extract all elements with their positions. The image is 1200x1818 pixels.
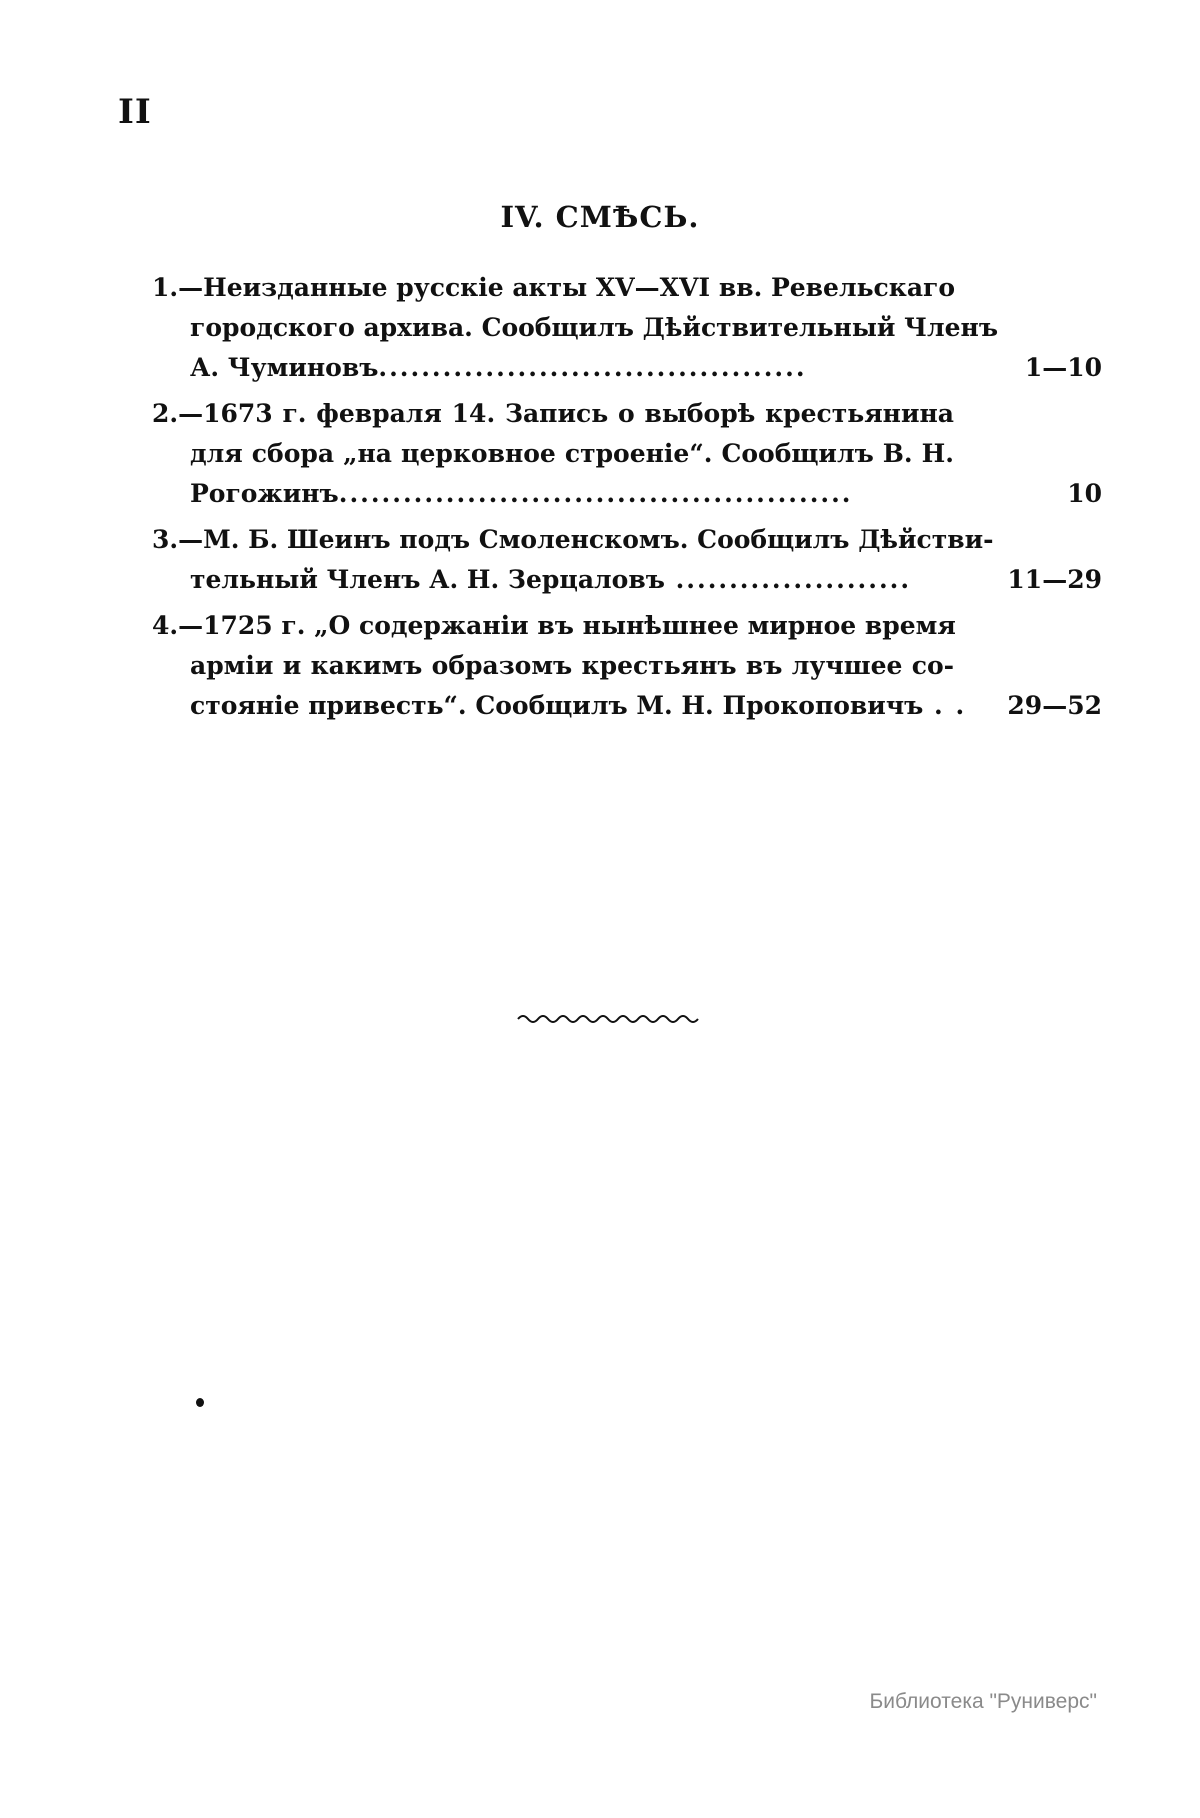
table-of-contents [152, 268, 1102, 732]
leader-dots: ................................................ [338, 479, 853, 508]
leader-dots: . . [923, 691, 967, 720]
entry-line: 2.—1673 г. февраля 14. Запись о выборѣ крестьянина [152, 399, 954, 428]
entry-pages: 10 [1067, 479, 1102, 508]
library-watermark: Библиотека "Руниверс" [869, 1690, 1097, 1713]
entry-line: арміи и какимъ образомъ крестьянъ въ лучшее со- [190, 651, 954, 680]
entry-line: А. Чуминовъ [190, 353, 379, 382]
section-title: IV. СМѢСЬ. [500, 200, 700, 234]
entry-line: тельный Членъ А. Н. Зерцаловъ [190, 565, 665, 594]
toc-entry [152, 606, 1102, 726]
entry-line: городского архива. Сообщилъ Дѣйствительный Членъ [190, 313, 998, 342]
toc-entry [152, 268, 1102, 388]
toc-entry [152, 520, 1102, 600]
entry-line: 3.—М. Б. Шеинъ подъ Смоленскомъ. Сообщилъ Дѣйстви- [152, 525, 994, 554]
entry-pages: 11—29 [1007, 565, 1102, 594]
entry-line: 1.—Неизданные русскіе акты XV—XVI вв. Ревельскаго [152, 273, 956, 302]
leader-dots: ........................................ [378, 353, 807, 382]
entry-line: 4.—1725 г. „О содержаніи въ нынѣшнее мирное время [152, 611, 956, 640]
entry-pages: 29—52 [1007, 691, 1102, 720]
entry-line: для сбора „на церковное строеніе“. Сообщилъ В. Н. [190, 439, 954, 468]
entry-line: Рогожинъ [190, 479, 339, 508]
page-number: II [118, 92, 152, 132]
toc-entry [152, 394, 1102, 514]
ink-speck [196, 1398, 204, 1407]
wavy-divider [518, 1012, 698, 1026]
entry-pages: 1—10 [1024, 353, 1102, 382]
leader-dots: ...................... [664, 565, 912, 594]
entry-line: стояніе привесть“. Сообщилъ М. Н. Прокоповичъ [190, 691, 924, 720]
